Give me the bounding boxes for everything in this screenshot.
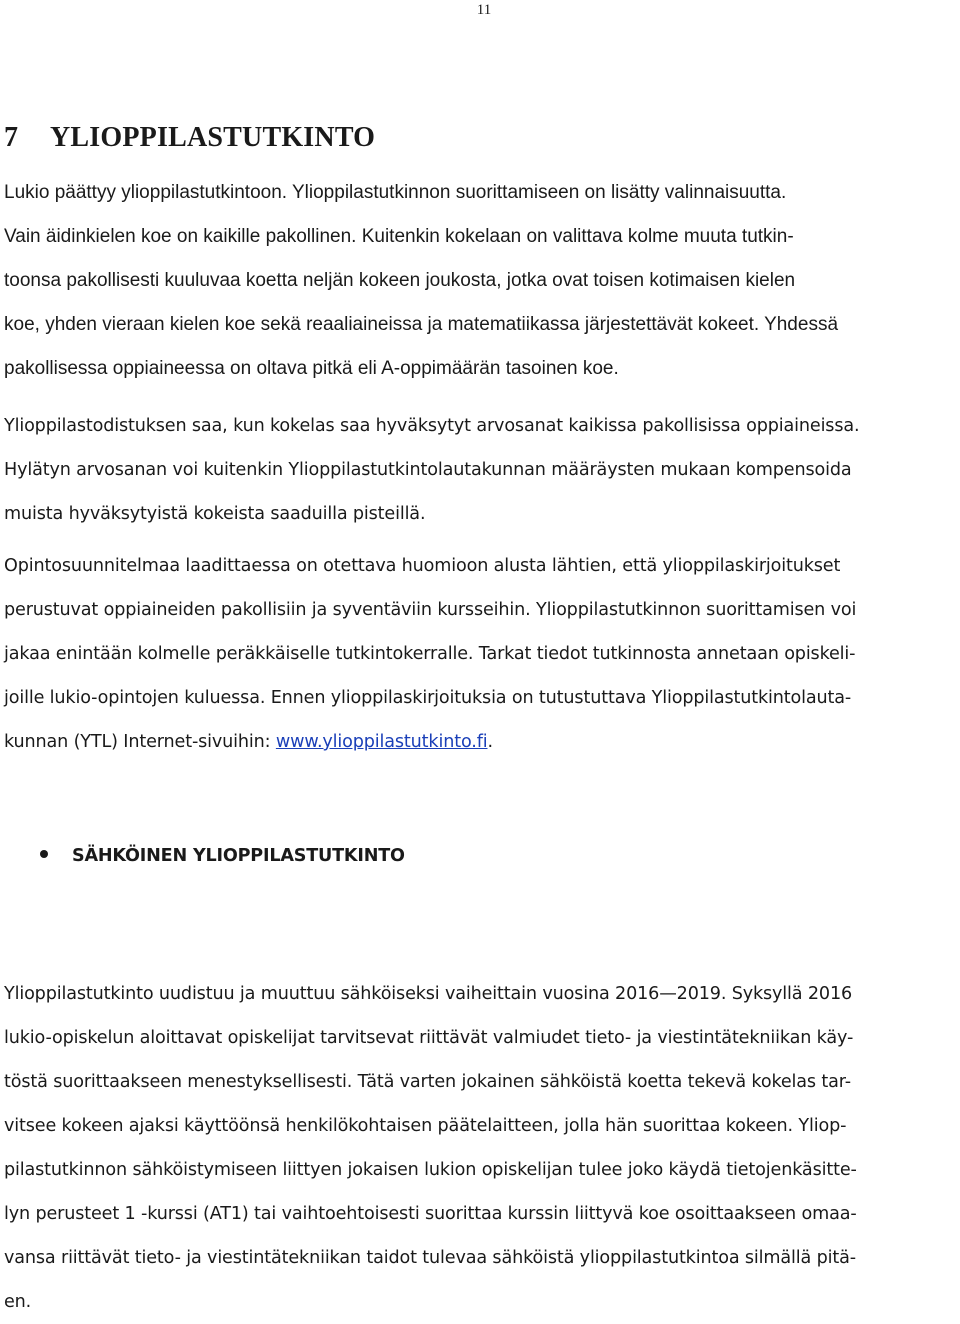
section-heading-text: SÄHKÖINEN YLIOPPILASTUTKINTO [72, 846, 405, 866]
bullet-icon [40, 850, 48, 858]
text-line: vansa riittävät tieto- ja viestintätekniikan taidot tulevaa sähköistä ylioppilastutkintoa silmällä pitä- [4, 1248, 856, 1268]
text-line: vitsee kokeen ajaksi käyttöönsä henkilökohtaisen päätelaitteen, jolla hän suorittaa kokeen. Yliop- [4, 1116, 847, 1136]
certificate-paragraph [4, 404, 956, 536]
text-line: perustuvat oppiaineiden pakollisiin ja syventäviin kursseihin. Ylioppilastutkinnon suorittamisen voi [4, 600, 857, 620]
link-prefix: kunnan (YTL) Internet-sivuihin: [4, 732, 276, 752]
text-line: Vain äidinkielen koe on kaikille pakollinen. Kuitenkin kokelaan on valittava kolme muuta tutkin- [4, 226, 794, 247]
section-heading [40, 834, 405, 878]
text-line: Ylioppilastutkinto uudistuu ja muuttuu sähköiseksi vaiheittain vuosina 2016—2019. Syksyllä 2016 [4, 984, 853, 1004]
text-line: jakaa enintään kolmelle peräkkäiselle tutkintokerralle. Tarkat tiedot tutkinnosta annetaan opiskeli- [4, 644, 856, 664]
text-line: en. [4, 1292, 32, 1312]
text-line: Ylioppilastodistuksen saa, kun kokelas saa hyväksytyt arvosanat kaikissa pakollisissa oppiaineissa. [4, 416, 860, 436]
text-line: muista hyväksytyistä kokeista saaduilla pisteillä. [4, 504, 426, 524]
text-line: pilastutkinnon sähköistymiseen liittyen jokaisen lukion opiskelijan tulee joko käydä tietojenkäsitte- [4, 1160, 857, 1180]
text-line-with-link [4, 720, 956, 764]
link-suffix: . [487, 732, 493, 752]
text-line: töstä suorittaakseen menestyksellisesti. Tätä varten jokainen sähköistä koetta tekevä kokelas tar- [4, 1072, 851, 1092]
text-line: Lukio päättyy ylioppilastutkintoon. Ylioppilastutkinnon suorittamiseen on lisätty valinnaisuutta. [4, 182, 787, 203]
text-line: toonsa pakollisesti kuuluvaa koetta neljän kokeen joukosta, jotka ovat toisen kotimaisen kielen [4, 270, 796, 291]
text-line: pakollisessa oppiaineessa on oltava pitkä eli A-oppimäärän tasoinen koe. [4, 358, 619, 379]
text-line: Opintosuunnitelmaa laadittaessa on otettava huomioon alusta lähtien, että ylioppilaskirjoitukset [4, 556, 841, 576]
text-line: joille lukio-opintojen kuluessa. Ennen ylioppilaskirjoituksia on tutustuttava Ylioppilastutkintolauta- [4, 688, 852, 708]
page-number: 11 [476, 2, 492, 18]
text-line: Hylätyn arvosanan voi kuitenkin Ylioppilastutkintolautakunnan määräysten mukaan kompensoida [4, 460, 852, 480]
chapter-title-text: YLIOPPILASTUTKINTO [50, 122, 376, 153]
text-line: lyn perusteet 1 -kurssi (AT1) tai vaihtoehtoisesti suorittaa kurssin liittyvä koe osoittaakseen omaa- [4, 1204, 857, 1224]
chapter-number: 7 [4, 122, 19, 153]
ytl-website-link[interactable]: www.ylioppilastutkinto.fi [275, 732, 488, 752]
chapter-title [4, 118, 375, 158]
text-line: lukio-opiskelun aloittavat opiskelijat tarvitsevat riittävät valmiudet tieto- ja viestintätekniikan käy- [4, 1028, 854, 1048]
planning-paragraph [4, 544, 956, 764]
text-line: koe, yhden vieraan kielen koe sekä reaaliaineissa ja matematiikassa järjestettävät kokeet. Yhdessä [4, 314, 839, 335]
intro-paragraph [4, 171, 956, 391]
electronic-exam-paragraph [4, 972, 956, 1324]
